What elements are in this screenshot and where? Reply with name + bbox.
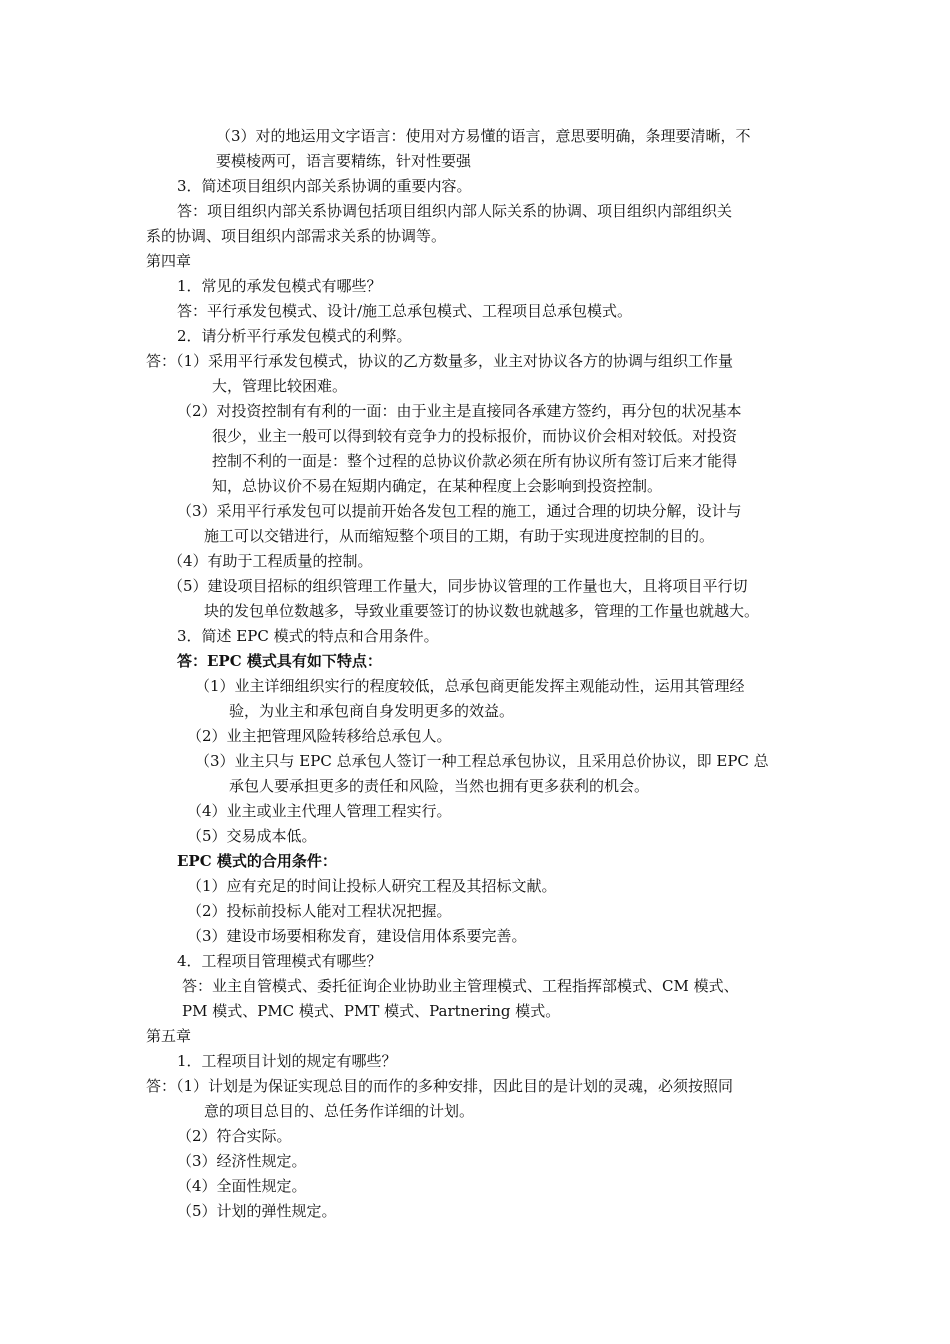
text-line: 要模棱两可，语言要精练，针对性要强: [216, 152, 472, 170]
answer-line: 答：项目组织内部关系协调包括项目组织内部人际关系的协调、项目组织内部组织关: [177, 202, 733, 220]
text-line: （4）有助于工程质量的控制。: [168, 552, 373, 570]
text-line: 施工可以交错进行，从而缩短整个项目的工期，有助于实现进度控制的目的。: [204, 527, 715, 545]
chapter-heading: 第四章: [146, 252, 192, 270]
text-line: 承包人要承担更多的责任和风险，当然也拥有更多获利的机会。: [229, 777, 650, 795]
text-line: （4）全面性规定。: [177, 1177, 307, 1195]
text-line: （1）业主详细组织实行的程度较低，总承包商更能发挥主观能动性，运用其管理经: [195, 677, 745, 695]
answer-line: 答：平行承发包模式、设计/施工总承包模式、工程项目总承包模式。: [177, 302, 633, 320]
text-line: （1）应有充足的时间让投标人研究工程及其招标文献。: [187, 877, 557, 895]
text-line: 控制不利的一面是：整个过程的总协议价款必须在所有协议所有签订后来才能得: [212, 452, 738, 470]
answer-subheading: 答：EPC 模式具有如下特点：: [177, 652, 382, 670]
text-line: 意的项目总目的、总任务作详细的计划。: [204, 1102, 475, 1120]
text-line: （2）业主把管理风险转移给总承包人。: [187, 727, 452, 745]
question-line: 2．请分析平行承发包模式的利弊。: [177, 327, 412, 345]
text-line: 系的协调、项目组织内部需求关系的协调等。: [146, 227, 447, 245]
text-line: （4）业主或业主代理人管理工程实行。: [187, 802, 452, 820]
question-line: 3．简述 EPC 模式的特点和合用条件。: [177, 627, 439, 645]
answer-line: 答：（1）计划是为保证实现总目的而作的多种安排，因此目的是计划的灵魂，必须按照同: [146, 1077, 734, 1095]
text-line: （3）建设市场要相称发育，建设信用体系要完善。: [187, 927, 527, 945]
text-line: 大，管理比较困难。: [212, 377, 348, 395]
answer-line: 答：（1）采用平行承发包模式，协议的乙方数量多，业主对协议各方的协调与组织工作量: [146, 352, 734, 370]
text-line: （2）对投资控制有有利的一面：由于业主是直接同各承建方签约，再分包的状况基本: [177, 402, 742, 420]
text-line: 验，为业主和承包商自身发明更多的效益。: [229, 702, 515, 720]
answer-subheading: EPC 模式的合用条件：: [177, 852, 337, 870]
text-line: 很少，业主一般可以得到较有竞争力的投标报价，而协议价会相对较低。对投资: [212, 427, 738, 445]
text-line: 块的发包单位数越多，导致业重要签订的协议数也就越多，管理的工作量也就越大。: [204, 602, 760, 620]
text-line: （5）建设项目招标的组织管理工作量大，同步协议管理的工作量也大，且将项目平行切: [168, 577, 748, 595]
question-line: 1．常见的承发包模式有哪些？: [177, 277, 382, 295]
text-line: （5）交易成本低。: [187, 827, 317, 845]
question-line: 3．简述项目组织内部关系协调的重要内容。: [177, 177, 472, 195]
answer-line: 答：业主自管模式、委托征询企业协助业主管理模式、工程指挥部模式、CM 模式、: [182, 977, 739, 995]
question-line: 4．工程项目管理模式有哪些？: [177, 952, 382, 970]
text-line: （2）投标前投标人能对工程状况把握。: [187, 902, 452, 920]
text-line: （3）经济性规定。: [177, 1152, 307, 1170]
text-line: （3）采用平行承发包可以提前开始各发包工程的施工，通过合理的切块分解，设计与: [177, 502, 742, 520]
text-line: （5）计划的弹性规定。: [177, 1202, 337, 1220]
text-line: （3）业主只与 EPC 总承包人签订一种工程总承包协议，且采用总价协议，即 EPC 总: [195, 752, 769, 770]
question-line: 1．工程项目计划的规定有哪些？: [177, 1052, 397, 1070]
text-line: （3）对的地运用文字语言：使用对方易懂的语言，意思要明确，条理要清晰，不: [216, 127, 751, 145]
text-line: PM 模式、PMC 模式、PMT 模式、Partnering 模式。: [182, 1002, 561, 1020]
chapter-heading: 第五章: [146, 1027, 192, 1045]
text-line: （2）符合实际。: [177, 1127, 292, 1145]
text-line: 知，总协议价不易在短期内确定，在某种程度上会影响到投资控制。: [212, 477, 663, 495]
